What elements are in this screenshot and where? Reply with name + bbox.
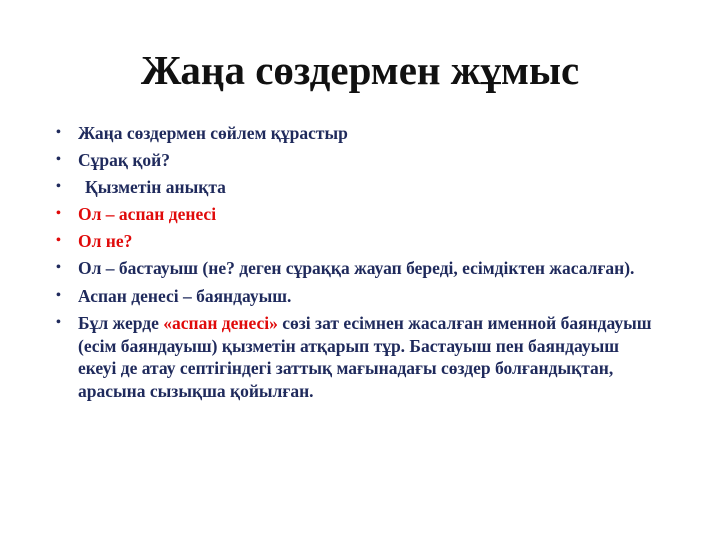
bullet-item-red (56, 203, 656, 225)
bullet-list (56, 122, 656, 407)
bullet-text: Сұрақ қой? (78, 150, 170, 170)
bullet-text: Ол – аспан денесі (78, 204, 217, 224)
slide-title: Жаңа сөздермен жұмыс (140, 47, 580, 93)
bullet-icon: • (56, 288, 61, 304)
bullet-item (56, 122, 656, 144)
bullet-text-suffix: сөзі зат есімнен жасалған именной баяндауыш (есім баяндауыш) қызметін атқарып тұр. Бастауыш пен баяндауыш екеуі де атау септігіндегі заттық мағынадағы сөздер болғандықтан, арасына сызықша қойылған. (78, 313, 652, 401)
bullet-item (56, 312, 656, 402)
bullet-item-red (56, 230, 656, 252)
bullet-icon: • (56, 260, 61, 275)
bullet-icon: • (56, 125, 61, 140)
bullet-text: Қызметін анықта (85, 177, 226, 197)
bullet-item (56, 257, 656, 279)
bullet-item (56, 149, 656, 171)
highlighted-phrase: «аспан денесі» (163, 313, 278, 334)
bullet-icon: • (56, 233, 61, 248)
bullet-text-prefix: Бұл жерде (78, 313, 164, 334)
bullet-icon: • (56, 179, 61, 194)
bullet-item (56, 176, 656, 198)
bullet-icon: • (56, 152, 61, 167)
bullet-text: Жаңа сөздермен сөйлем құрастыр (78, 123, 348, 143)
bullet-item (56, 285, 656, 307)
bullet-icon: • (56, 315, 61, 331)
bullet-text: Аспан денесі – баяндауыш. (78, 286, 292, 307)
bullet-text: Ол – бастауыш (не? деген сұраққа жауап береді, есімдіктен жасалған). (78, 258, 635, 278)
bullet-text: Ол не? (78, 231, 133, 251)
bullet-text (78, 313, 652, 400)
bullet-icon: • (56, 206, 61, 221)
